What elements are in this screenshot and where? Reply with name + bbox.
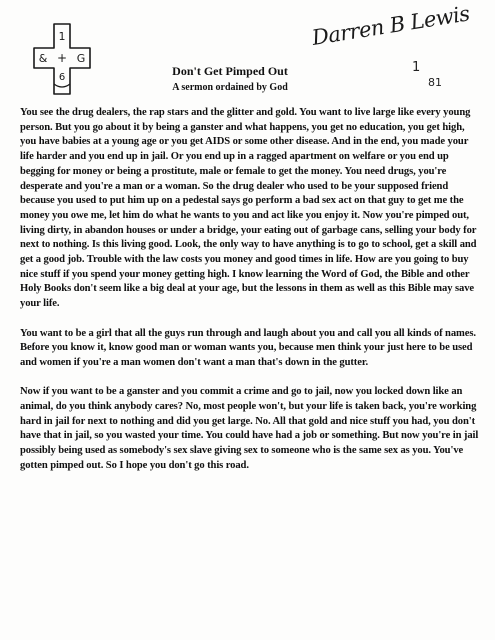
document-subtitle: A sermon ordained by God (172, 82, 288, 93)
cross-mark-top: 1 (58, 30, 66, 43)
title-block (120, 63, 340, 94)
paragraph-3: Now if you want to be a ganster and you commit a crime and go to jail, now you locked down like an animal, do you think anybody cares? No, most people won't, but your life is taken back, you're working hard in jail for next to nothing and did you get large. No. All that gold and nice stuff you had, you don't have that in jail, so you wasted your time. You could have had a job or something. But now you're in jail possibly being used as somebody's sex slave giving sex to someone who is the same sex as you. You've gotten pimped out. So I hope you don't go this road. (20, 386, 479, 471)
handwritten-reference-number: 81 (428, 76, 442, 89)
cross-emblem-icon (30, 20, 94, 98)
cross-mark-left: & (38, 52, 48, 65)
paragraph-1: You see the drug dealers, the rap stars and the glitter and gold. You want to live large like every young person. But you go about it by being a ganster and what happens, you get no education, you get high, you have babies at a young age or you get AIDS or some other disease. And in the end, you made your life harder and you end up in jail. Or you end up in a ragged apartment on welfare or you end up begging for money or being a prostitute, male or female to get the money. You need drugs, you're desperate and you're a man or a woman. So the drug dealer who used to be your supposed friend because you used to put him up on a pedestal says go perform a bad sex act on that guy to get me the money you owe me, let him do what he wants to you and act like you enjoy it. Now you're pimped out, living dirty, in abandon houses or under a bridge, your eating out of garbage cans, selling your body for next to nothing. Is this living good. Look, the only way to have anything is to go to school, get a skill and get a good job. Trouble with the law costs you money and good times in life. How are you going to buy nice stuff if you spend your money getting high. I know learning the Word of God, the Bible and other Holy Books don't seem like a big deal at your age, but the lessons in them as well as this Bible may save your life. (20, 107, 477, 310)
cross-mark-right: G (76, 52, 86, 65)
document-title: Don't Get Pimped Out (172, 64, 288, 78)
paragraph-2: You want to be a girl that all the guys run through and laugh about you and call you all kinds of names. Before you know it, know good man or woman wants you, because men think your just here to be used and women if you're a man women don't want a man that's down in the gutter. (20, 327, 476, 368)
sermon-body (20, 106, 480, 488)
handwritten-page-number: 1 (412, 60, 421, 75)
cross-mark-center: + (56, 51, 68, 65)
cross-mark-bottom: 6 (58, 72, 66, 83)
handwritten-signature: Darren B Lewis (310, 1, 472, 50)
